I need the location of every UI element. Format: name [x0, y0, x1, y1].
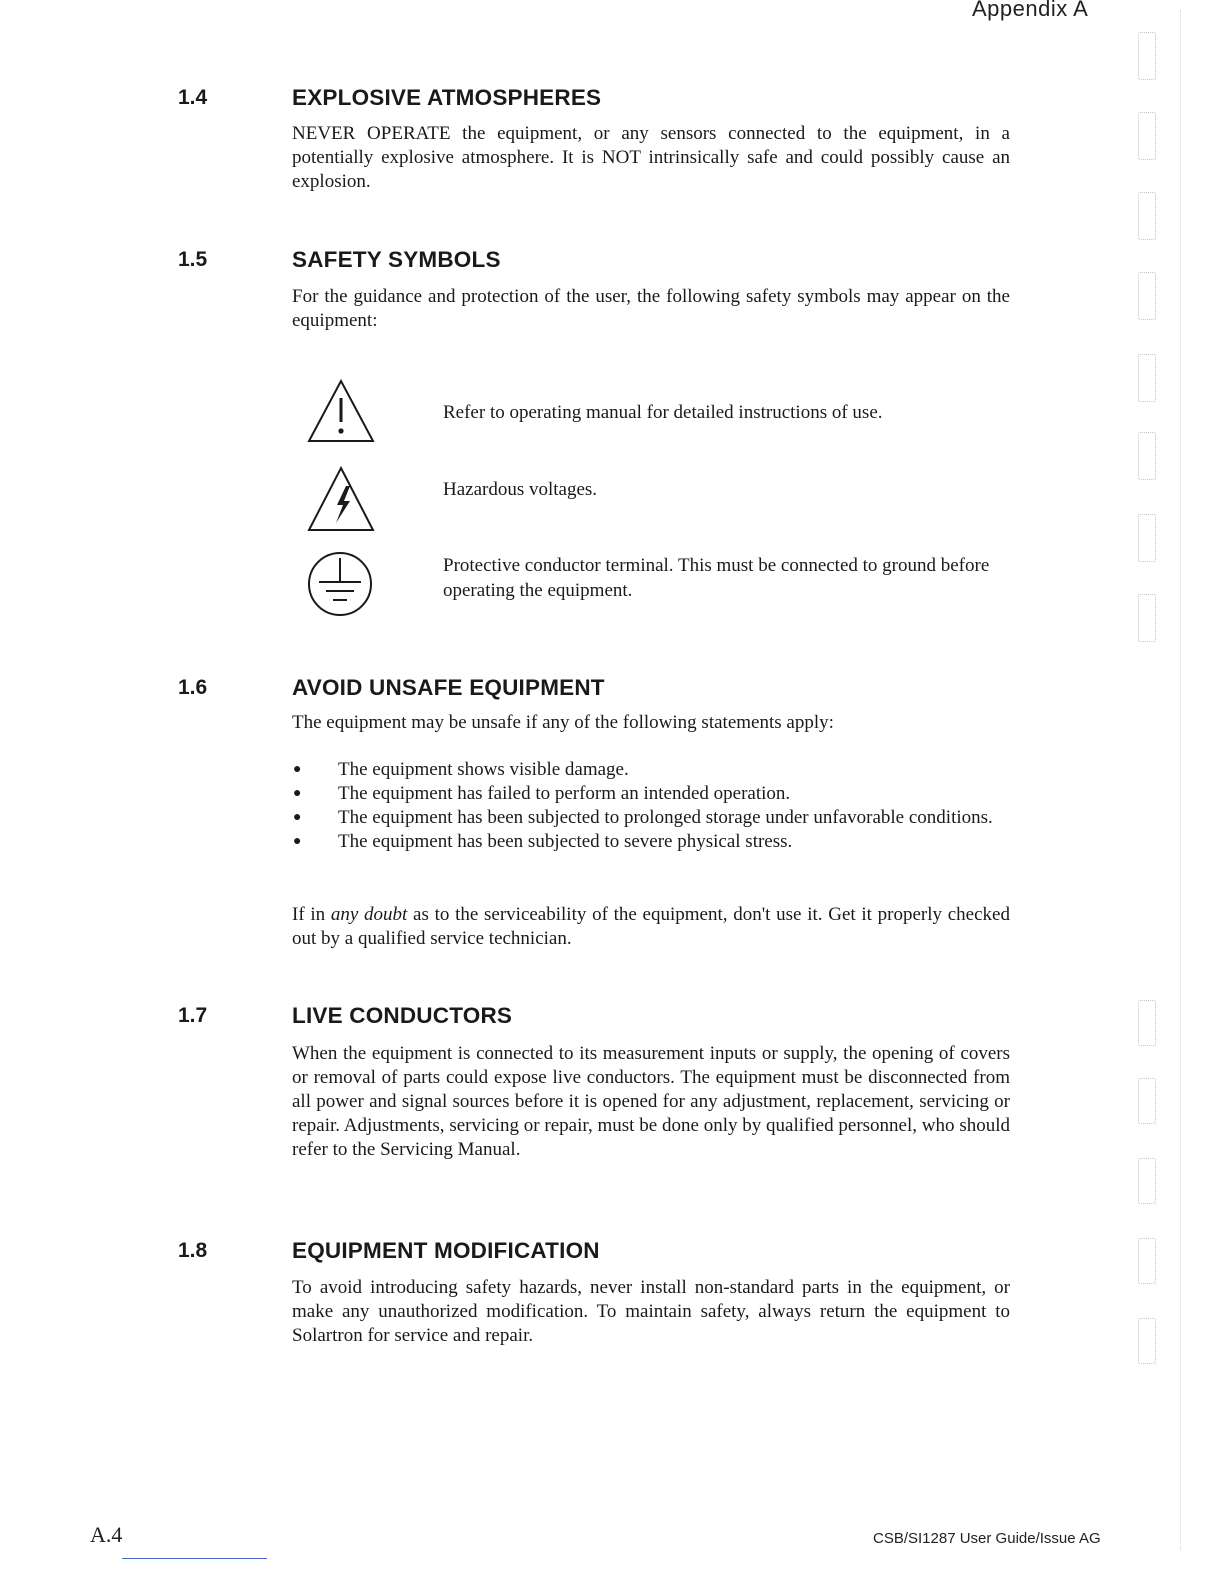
appendix-header: Appendix A [972, 0, 1089, 21]
section-intro: For the guidance and protection of the user, the following safety symbols may appear on the equipment: [292, 286, 1010, 331]
bullet-icon: ● [293, 810, 302, 825]
emphasis-text: any doubt [330, 904, 408, 925]
section-title-live-conductors: LIVE CONDUCTORS [292, 1003, 513, 1028]
section-number: 1.8 [178, 1239, 208, 1262]
binder-tab-marks [1132, 20, 1172, 1450]
section-paragraph: NEVER OPERATE the equipment, or any sensors connected to the equipment, in a potentially explosive atmosphere. It is NOT intrinsically safe and could possibly cause an explosion. [292, 123, 1010, 192]
unsafe-conditions-list [292, 758, 1012, 854]
section-title-safety-symbols: SAFETY SYMBOLS [292, 247, 501, 272]
page-number: A.4 [90, 1522, 123, 1547]
tab-mark [1138, 1000, 1156, 1046]
tab-mark [1138, 354, 1156, 402]
section-title-equipment-modification: EQUIPMENT MODIFICATION [292, 1238, 600, 1263]
tab-mark [1138, 112, 1156, 160]
section-paragraph: To avoid introducing safety hazards, never install non-standard parts in the equipment, or make any unauthorized modification. To maintain safety, always return the equipment to Solartron for service and repair. [292, 1277, 1010, 1346]
tab-mark [1138, 514, 1156, 562]
section-title-explosive-atmospheres: EXPLOSIVE ATMOSPHERES [292, 85, 602, 110]
tab-mark [1138, 1158, 1156, 1204]
section-title-avoid-unsafe-equipment: AVOID UNSAFE EQUIPMENT [292, 675, 605, 700]
section-intro: The equipment may be unsafe if any of the following statements apply: [292, 712, 834, 733]
section-number: 1.7 [178, 1004, 208, 1027]
tab-mark [1138, 272, 1156, 320]
list-item: ● The equipment shows visible damage. [293, 759, 629, 780]
protective-earth-icon [306, 550, 374, 618]
tab-mark [1138, 32, 1156, 80]
tab-mark [1138, 1238, 1156, 1284]
symbol-description: Refer to operating manual for detailed instructions of use. [443, 402, 883, 423]
tab-mark [1138, 432, 1156, 480]
section-number: 1.5 [178, 248, 208, 271]
high-voltage-triangle-icon [306, 465, 376, 533]
section-number: 1.6 [178, 676, 208, 699]
section-closing-paragraph: If in any doubt as to the serviceability of the equipment, don't use it. Get it properly checked out by a qualified service technician. [292, 904, 1010, 949]
tab-mark [1138, 192, 1156, 240]
page-edge-line [1180, 10, 1181, 1550]
tab-mark [1138, 1318, 1156, 1364]
symbol-description: Hazardous voltages. [443, 479, 598, 500]
warning-triangle-icon [306, 378, 376, 444]
bullet-icon: ● [293, 834, 302, 849]
list-item: ● The equipment has been subjected to prolonged storage under unfavorable conditions. [293, 807, 993, 828]
bullet-icon: ● [293, 786, 302, 801]
symbol-description: Protective conductor terminal. This must be connected to ground before operating the equipment. [443, 555, 990, 601]
footer-rule [122, 1558, 267, 1559]
document-id: CSB/SI1287 User Guide/Issue AG [873, 1530, 1101, 1547]
list-item: ● The equipment has failed to perform an intended operation. [293, 783, 791, 804]
tab-mark [1138, 594, 1156, 642]
section-paragraph: When the equipment is connected to its measurement inputs or supply, the opening of covers or removal of parts could expose live conductors. The equipment must be disconnected from all power and signal sources before it is opened for any adjustment, replacement, servicing or repair. Adjustments, servicing or repair, must be done only by qualified personnel, who should refer to the Servicing Manual. [292, 1043, 1010, 1160]
list-item: ● The equipment has been subjected to severe physical stress. [293, 831, 793, 852]
tab-mark [1138, 1078, 1156, 1124]
section-number: 1.4 [178, 86, 208, 109]
bullet-icon: ● [293, 762, 302, 777]
